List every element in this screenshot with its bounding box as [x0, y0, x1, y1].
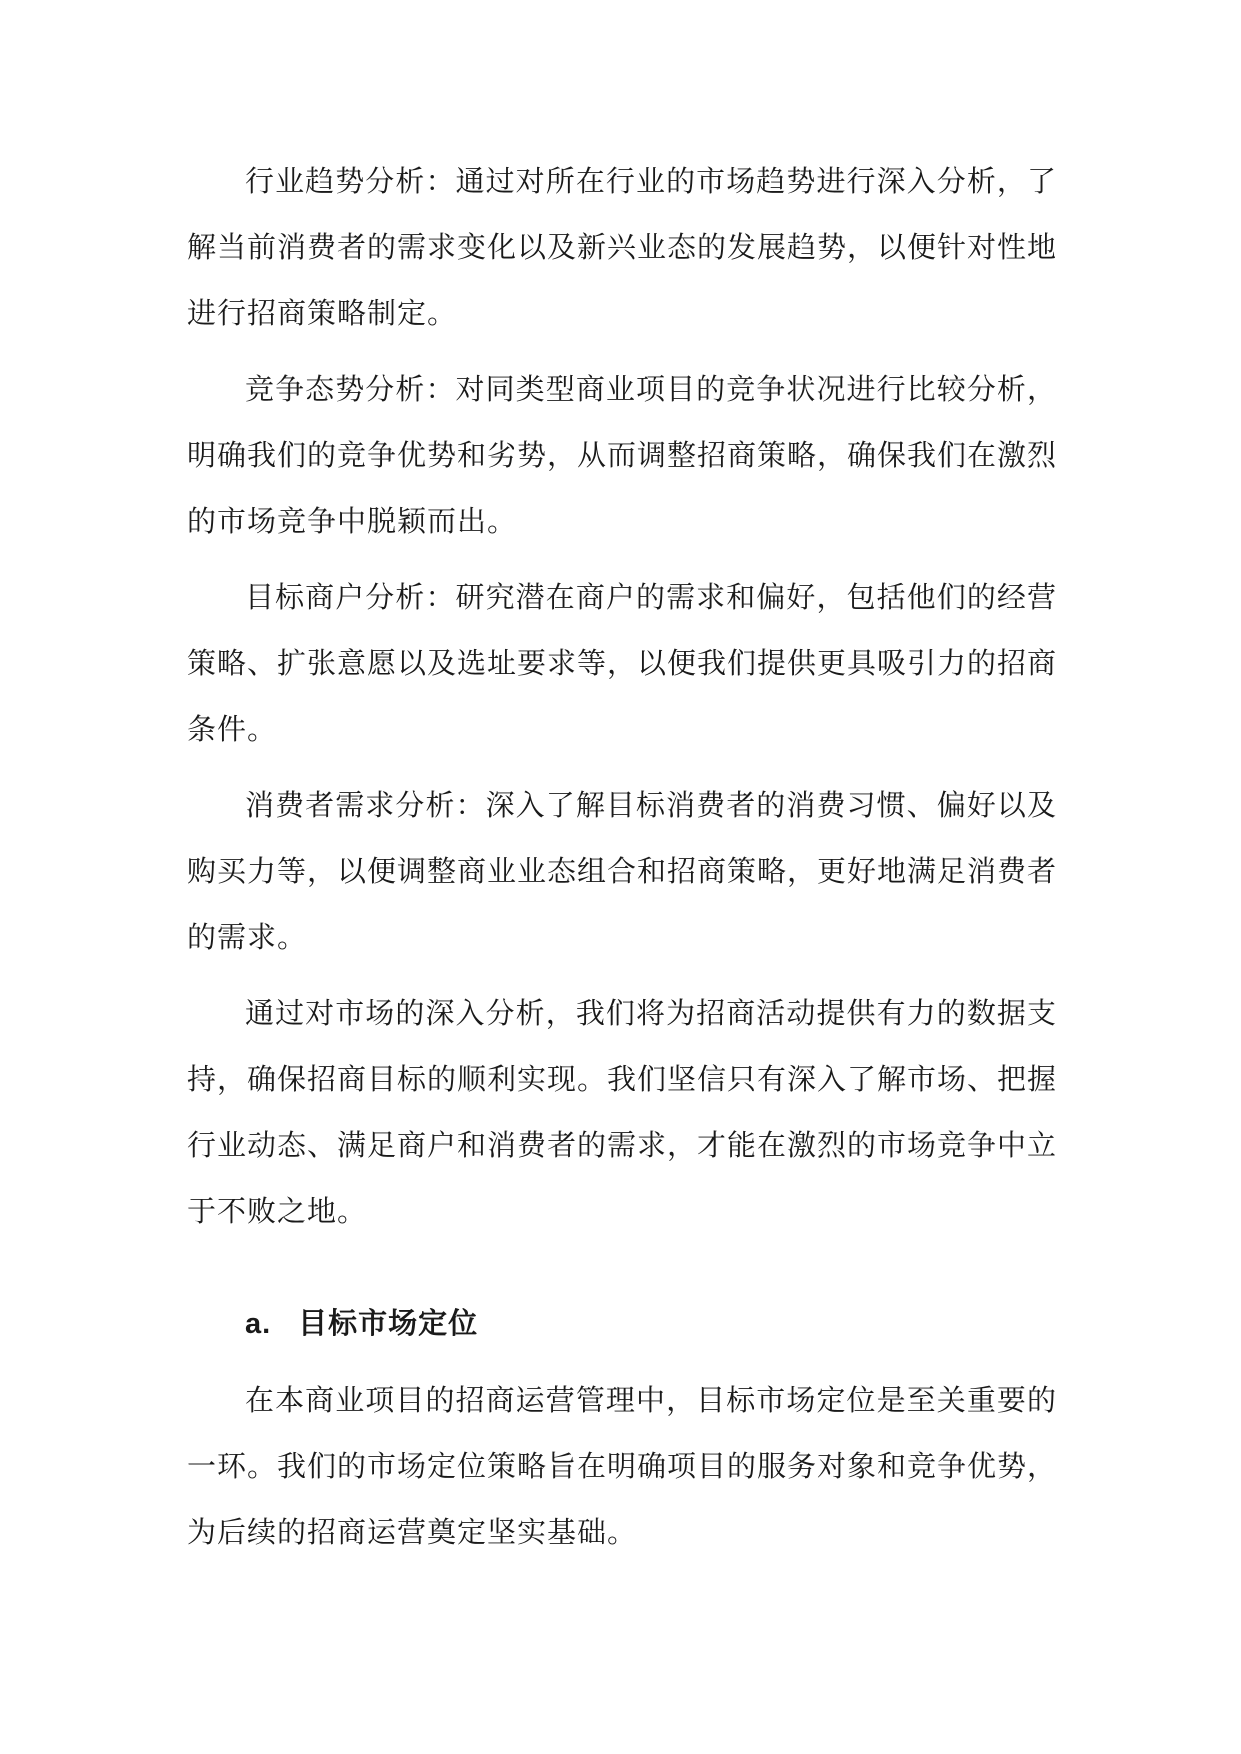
document-body — [187, 148, 1057, 1575]
section-marker: a. — [245, 1308, 272, 1340]
section-heading — [187, 1290, 1057, 1357]
paragraph-target-merchants: 目标商户分析：研究潜在商户的需求和偏好，包括他们的经营策略、扩张意愿以及选址要求等，以便我们提供更具吸引力的招商条件。 — [187, 580, 1058, 746]
paragraph-industry-trend: 行业趋势分析：通过对所在行业的市场趋势进行深入分析，了解当前消费者的需求变化以及新兴业态的发展趋势，以便针对性地进行招商策略制定。 — [187, 164, 1058, 330]
paragraph-market-positioning: 在本商业项目的招商运营管理中，目标市场定位是至关重要的一环。我们的市场定位策略旨在明确项目的服务对象和竞争优势，为后续的招商运营奠定坚实基础。 — [187, 1383, 1058, 1549]
paragraph-competition: 竞争态势分析：对同类型商业项目的竞争状况进行比较分析，明确我们的竞争优势和劣势，从而调整招商策略，确保我们在激烈的市场竞争中脱颖而出。 — [187, 372, 1058, 538]
paragraph-consumer-demand: 消费者需求分析：深入了解目标消费者的消费习惯、偏好以及购买力等，以便调整商业业态组合和招商策略，更好地满足消费者的需求。 — [187, 788, 1058, 954]
paragraph-summary: 通过对市场的深入分析，我们将为招商活动提供有力的数据支持，确保招商目标的顺利实现。我们坚信只有深入了解市场、把握行业动态、满足商户和消费者的需求，才能在激烈的市场竞争中立于不败之地。 — [187, 996, 1058, 1228]
section-title: 目标市场定位 — [298, 1306, 479, 1340]
